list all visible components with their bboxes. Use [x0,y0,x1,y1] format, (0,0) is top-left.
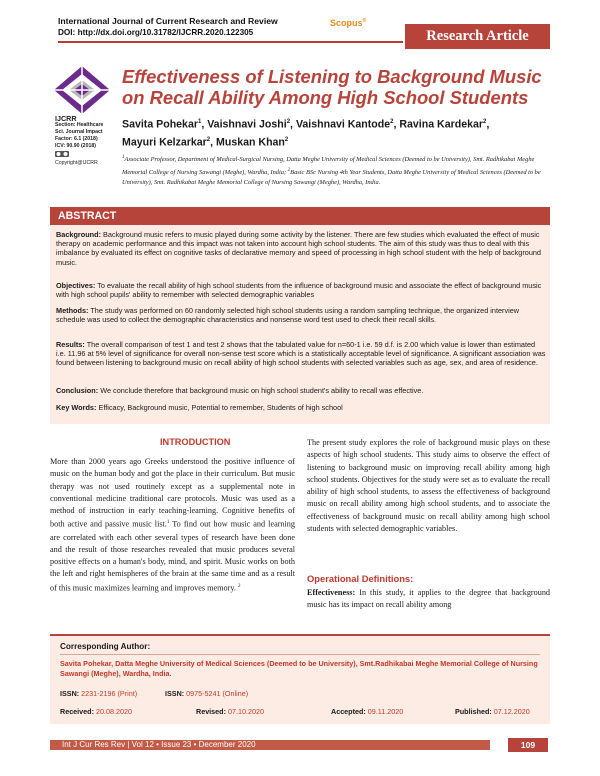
intro-paragraph-right: The present study explores the role of background music plays on these aspects of high school students. This study aims to observe the effect of listening to background music on improving recall ability among high school students. Objectives for the study were set as to evaluate the recall ability of high school students, to assess the effectiveness of background music on recall ability among high school students, and to associate the effectiveness of background music on recall ability among high school students with selected demographic variables. [307,438,550,534]
author-list: Savita Pohekar$^1$, Vaishnavi Joshi$^2$, Vaishnavi Kantode$^2$, Ravina Kardekar$^2$, Mayuri Kelzarkar$^2$, Muskan Khan$^2$ [122,118,490,149]
affil-sup: 1 [122,155,125,160]
date-revised [196,707,264,716]
journal-name: International Journal of Current Research and Review [58,16,278,26]
affil-text-2: Basic BSc Nursing 4th Year Students, Datta Meghe University of Medical Sciences (Deemed to be University), Smt. Radhikabai Meghe Memorial College of Nursing Sawangi (Meghe), Wardha, India. [122,168,541,187]
background-text: Background music refers to music played during some activity by the listener. There are few studies which evaluated the effect of music therapy on academic performance and this impact was not taken into account high school students. The aim of this study was thus to deal with this imbalance by evaluated its effect on cognitive tasks of declarative memory and speed of processing in high school student with the help of background music. [56,230,541,267]
author-sup: 2 [286,119,291,125]
journal-logo [52,64,112,116]
keywords-label: Key Words: [56,403,97,412]
conclusion-label: Conclusion: [56,386,99,395]
abstract-heading: ABSTRACT [50,207,550,225]
doi-label: DOI: [58,28,76,37]
abstract-conclusion [56,386,546,395]
abstract-results [56,340,546,368]
issn-print-value: 2231-2196 (Print) [81,689,138,698]
issn-print-label: ISSN: [60,689,80,698]
author-sup: 2 [390,119,394,125]
objectives-text: To evaluate the recall ability of high school students from the influence of background music and associate the effect of background music with high school pupils' ability to remember with selected demographic variables [56,281,542,300]
logo-copyright [55,151,111,167]
logo-line-section: Section: Healthcare [55,122,104,128]
received-value: 20.08.2020 [95,707,132,716]
ijcrr-emblem-icon [52,64,112,116]
issn-print [60,689,137,698]
affil-sup: 2 [287,167,291,173]
objectives-label: Objectives: [56,281,96,290]
logo-line-impact: Sci. Journal Impact [55,129,103,135]
citation-sup: 2 [237,583,241,589]
scopus-logo: Scopus® [330,18,367,28]
author-sup: 1 [197,119,202,125]
abstract-methods [56,306,546,324]
article-type-badge: Research Article [405,24,550,49]
header-rule [58,41,403,43]
date-accepted [331,707,403,716]
revised-value: 07.10.2020 [227,707,264,716]
methods-text: The study was performed on 60 randomly selected high school students using a random sampling technique, the organized interview schedule was used to collect the demographic characteristics and nonsense word test used to check their recall skills. [56,306,520,325]
corresponding-author-details [60,659,540,679]
abstract-objectives [56,281,546,299]
logo-info [55,115,111,167]
author-sup: 2 [206,137,211,144]
abstract-background [56,230,546,267]
affil-text-1: Associate Professor, Department of Medical-Surgical Nursing, Datta Meghe University of Medical Sciences (Deemed to be University), Smt. Radhikabai Meghe Memorial College of Nursing Sawangi (Meghe), Wardha, India; [122,156,535,176]
intro-p1: More than 2000 years ago Greeks understood the positive influence of music on the human body and got the place in their curriculum. But music therapy was not used routinely except as a supplemental note in conventional medicine traditional care protocols. Music was used as a method of instruction in early teaching-learning. Cognitive benefits of both active and passive music list. [50,457,295,530]
author-name: Ravina Kardekar [399,118,483,131]
citation-sup: 1 [166,520,170,526]
date-published [455,707,530,716]
published-value: 07.12.2020 [493,707,530,716]
accepted-label: Accepted: [331,707,366,716]
keywords-text: Efficacy, Background music, Potential to remember, Students of high school [98,403,343,412]
published-label: Published: [455,707,492,716]
doi-line [58,28,253,37]
affiliations [122,153,552,188]
effectiveness-text: In this study, it applies to the degree that background music has its impact on recall ability among [307,588,551,610]
issn-online-label: ISSN: [165,689,185,698]
corresponding-rule [60,654,540,655]
author-name: Muskan Khan [216,136,285,149]
author-name: Savita Pohekar [122,118,198,131]
page-number: 109 [508,738,548,752]
introduction-heading: INTRODUCTION [160,437,231,447]
corr-name: Savita Pohekar, [60,659,114,668]
author-sup: 2 [483,119,487,125]
methods-label: Methods: [56,306,89,315]
results-label: Results: [56,340,85,349]
author-name: Mayuri Kelzarkar [122,136,207,149]
received-label: Received: [60,707,94,716]
scopus-text: Scopus [330,18,363,28]
footer-citation: Int J Cur Res Rev | Vol 12 • Issue 23 • December 2020 [62,740,256,749]
author-name: Vaishnavi Kantode [295,118,391,131]
revised-label: Revised: [196,707,226,716]
effectiveness-definition [307,587,550,612]
corr-address: Datta Meghe University of Medical Sciences (Deemed to be University), Smt.Radhikabai Meghe Memorial College of Nursing Sawangi (Meghe), Wardha, India. [60,659,538,678]
results-text: The overall comparison of test 1 and test 2 shows that the tabulated value for n=60-1 i.e. 59 d.f. is 2.00 which value is lower than estimated i.e. 11.96 at 5% level of significance for overall non-sense test score which is a statistically acceptable level of significance. A significant association was found between listening to background music on recall ability of high school students with selected variables such as age, sex, and area of residence. [56,340,546,368]
author-sup: 2 [284,137,289,144]
logo-line-icv: ICV: 90.90 (2018) [55,143,96,149]
doi-link[interactable]: http://dx.doi.org/10.31782/IJCRR.2020.122305 [77,28,254,37]
intro-paragraph-left [50,456,295,595]
effectiveness-label: Effectiveness: [307,588,356,597]
issn-online [165,689,248,698]
accepted-value: 09.11.2020 [367,707,404,716]
article-title: Effectiveness of Listening to Background Music on Recall Ability Among High School Students [122,66,542,108]
author-name: Vaishnavi Joshi [207,118,287,131]
corresponding-author-heading: Corresponding Author: [60,642,151,651]
intro-p1b: To find out how music and learning are correlated with each other several types of research have been done and the result of those researches revealed that music produces several positive effects on a human's body, mind, and spirit. Music works on both the left and right hemispheres of the brain at the same time and as a result of this music maximizes learning and improves memory. [50,520,295,593]
logo-abbrev: IJCRR [55,114,77,123]
conclusion-text: We conclude therefore that background music on high school student's ability to recall was effective. [100,386,424,395]
issn-online-value: 0975-5241 (Online) [186,689,249,698]
background-label: Background: [56,230,101,239]
date-received [60,707,132,716]
operational-definitions-heading: Operational Definitions: [307,573,414,584]
logo-line-factor: Factor: 6.1 (2018) [55,136,98,142]
creative-commons-icon [55,151,69,157]
abstract-keywords [56,403,546,412]
copyright-text: Copyright@IJCRR [55,160,98,166]
